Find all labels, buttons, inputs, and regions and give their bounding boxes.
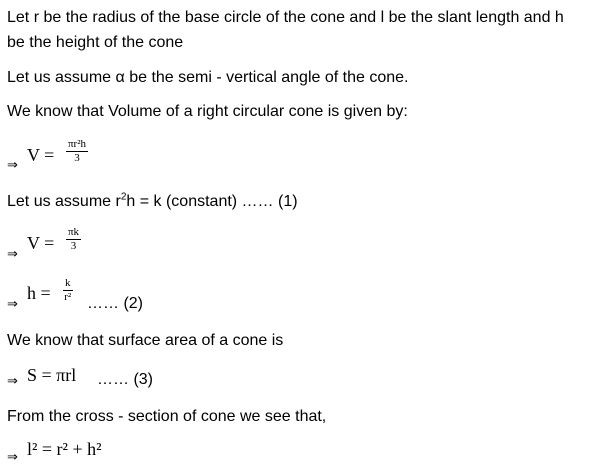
- equation-volume-fraction: [66, 138, 88, 165]
- fraction-numerator: k: [65, 277, 71, 289]
- implies-arrow: ⇒: [7, 247, 18, 262]
- paragraph-assume-constant: [7, 192, 298, 212]
- assume-text-pre: Let us assume r: [7, 193, 121, 210]
- implies-arrow: ⇒: [7, 158, 18, 173]
- fraction-denominator: r²: [64, 291, 72, 303]
- implies-arrow: ⇒: [7, 297, 18, 312]
- fraction-numerator: πr²h: [68, 138, 87, 150]
- assume-text-post: h = k (constant) …… (1): [126, 193, 298, 210]
- equation-height-tag: …… (2): [87, 295, 143, 312]
- equation-surface-tag: …… (3): [97, 371, 153, 388]
- equation-volume-k-lhs: V =: [27, 233, 55, 253]
- paragraph-semi-vertical-angle: Let us assume α be the semi - vertical angle of the cone.: [7, 69, 409, 86]
- assume-text-superscript: 2: [120, 191, 127, 203]
- paragraph-volume-intro: We know that Volume of a right circular cone is given by:: [7, 103, 408, 120]
- paragraph-definitions-line2: be the height of the cone: [7, 34, 184, 51]
- equation-volume-lhs: V =: [27, 145, 55, 165]
- fraction-numerator: πk: [68, 226, 80, 238]
- equation-pythagoras-expr: l² = r² + h²: [27, 439, 102, 459]
- paragraph-cross-section: From the cross - section of cone we see that,: [7, 408, 327, 425]
- implies-arrow: ⇒: [7, 450, 18, 465]
- paragraph-definitions-line1: Let r be the radius of the base circle of the cone and l be the slant length and h: [7, 9, 564, 26]
- fraction-denominator: 3: [70, 240, 77, 252]
- equation-height-lhs: h =: [27, 283, 51, 303]
- equation-volume-k-fraction: [66, 226, 81, 253]
- equation-height-fraction: [63, 277, 73, 304]
- fraction-denominator: 3: [74, 152, 80, 164]
- equation-surface-expr: S = πrl: [27, 365, 77, 385]
- paragraph-surface-area: We know that surface area of a cone is: [7, 332, 284, 349]
- implies-arrow: ⇒: [7, 374, 18, 389]
